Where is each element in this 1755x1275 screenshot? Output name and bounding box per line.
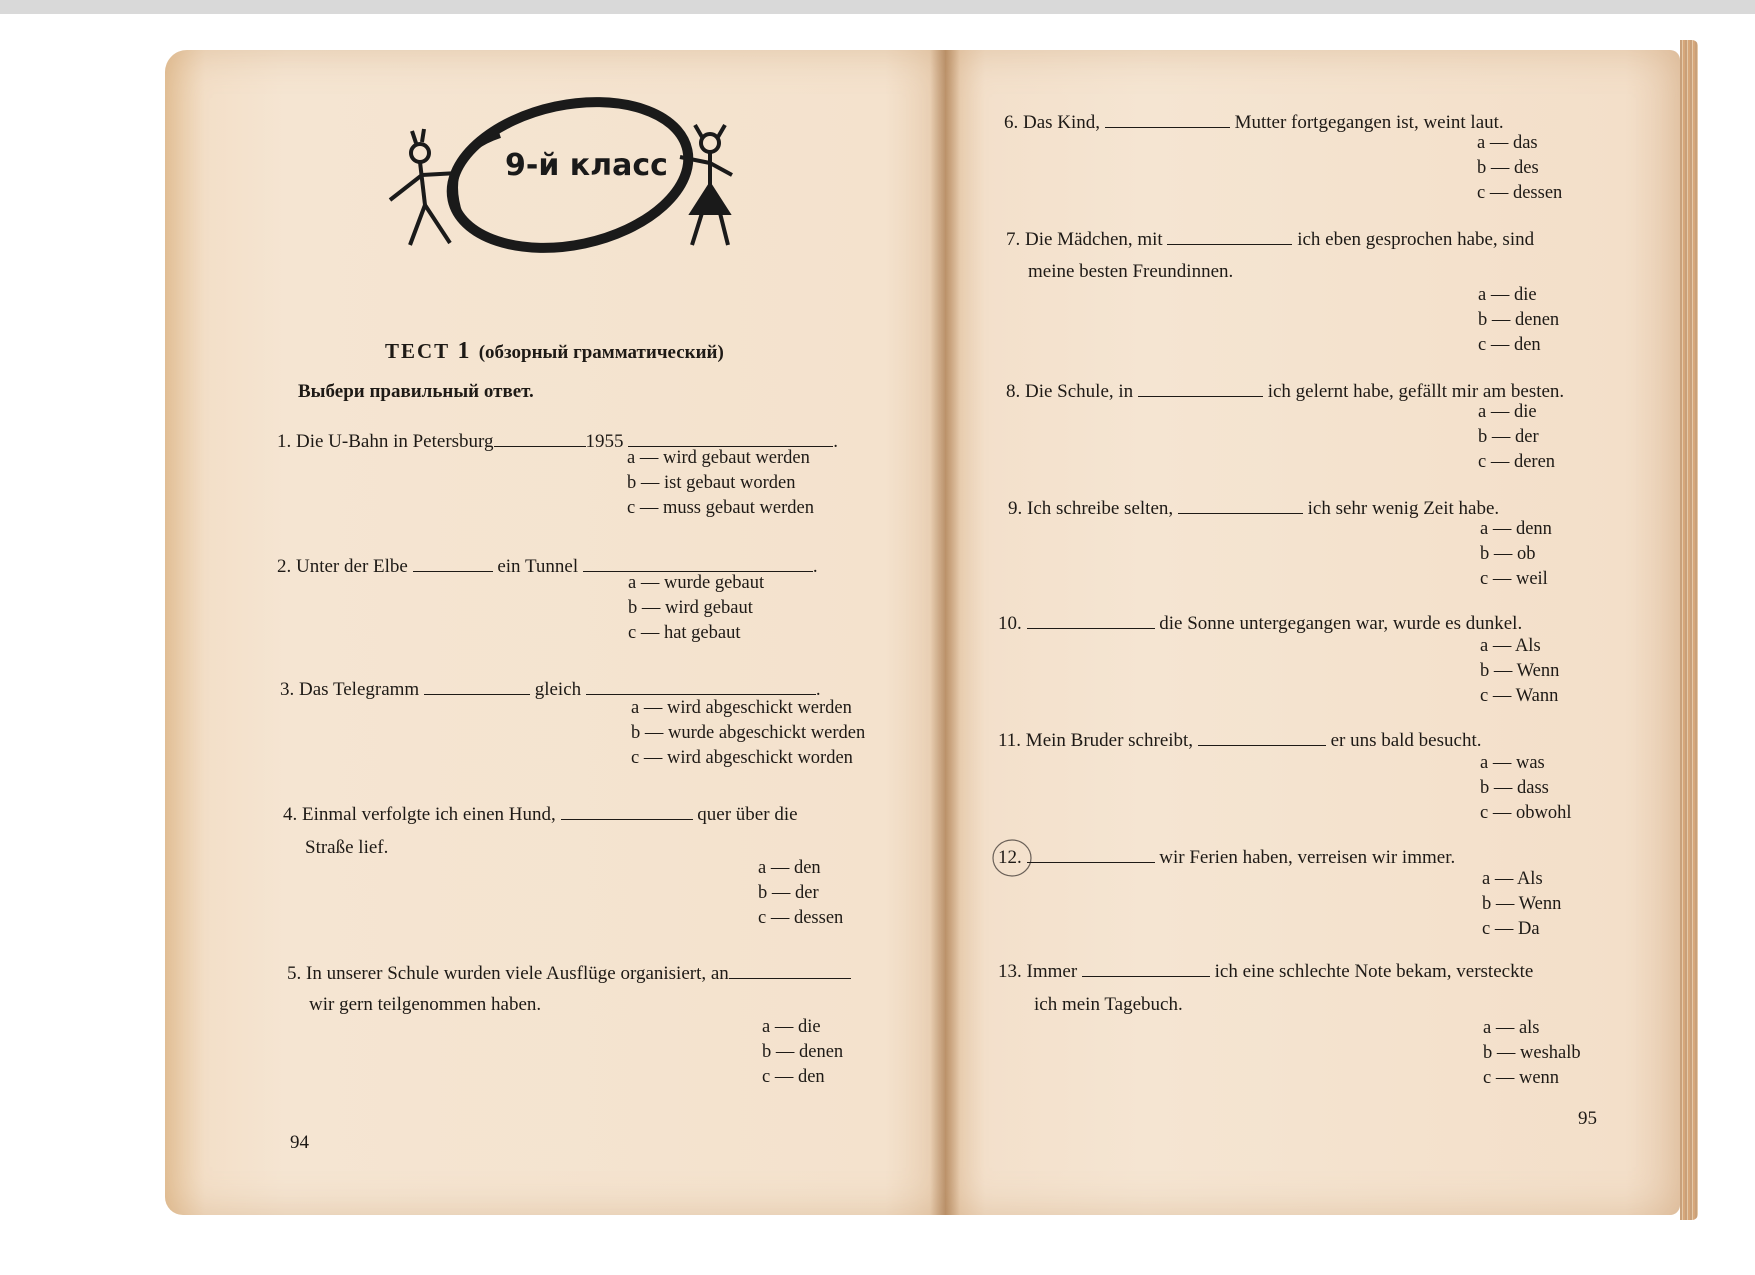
option-c[interactable]: c — weil	[1480, 569, 1548, 589]
question-number: 11.	[998, 730, 1022, 751]
page-edges	[1680, 40, 1698, 1220]
question-number: 6.	[1004, 112, 1019, 133]
option-c[interactable]: c — wenn	[1483, 1068, 1560, 1088]
question-number: 4.	[283, 804, 298, 825]
question-text: ich gelernt habe, gefällt mir am besten.	[1267, 381, 1565, 402]
answer-blank[interactable]	[1027, 612, 1155, 629]
question-12	[998, 846, 1455, 867]
page-number-left: 94	[290, 1132, 309, 1153]
option-b[interactable]: b — ob	[1480, 544, 1536, 564]
option-a[interactable]: a — was	[1480, 753, 1545, 773]
option-b[interactable]: b — des	[1477, 158, 1539, 178]
question-text: Das Telegramm	[299, 679, 420, 700]
question-number: 5.	[287, 963, 302, 984]
option-a[interactable]: a — die	[1478, 402, 1537, 422]
option-b[interactable]: b — ist gebaut worden	[627, 473, 796, 493]
question-text: Immer	[1026, 961, 1078, 982]
option-c[interactable]: c — den	[1478, 335, 1541, 355]
question-13	[998, 960, 1533, 981]
answer-blank[interactable]	[1082, 960, 1210, 977]
option-b[interactable]: b — wird gebaut	[628, 598, 753, 618]
question-5	[287, 962, 851, 983]
question-text: Die U-Bahn in Petersburg	[296, 431, 494, 452]
question-number: 10.	[998, 613, 1022, 634]
question-text: die Sonne untergegangen war, wurde es dunkel.	[1159, 613, 1523, 634]
page-number-right: 95	[1578, 1108, 1597, 1129]
book-gutter	[930, 50, 960, 1215]
answer-blank[interactable]	[1167, 228, 1292, 245]
question-text: ich sehr wenig Zeit habe.	[1307, 498, 1500, 519]
question-text: 1955	[585, 431, 624, 452]
question-text: ich eben gesprochen habe, sind	[1297, 229, 1535, 250]
question-text: .	[815, 679, 821, 700]
answer-blank[interactable]	[1178, 497, 1303, 514]
option-a[interactable]: a — das	[1477, 133, 1538, 153]
question-text: Mutter fortgegangen ist, weint laut.	[1234, 112, 1504, 133]
answer-blank[interactable]	[628, 430, 833, 447]
question-number: 8.	[1006, 381, 1021, 402]
test-title-word: ТЕСТ	[385, 339, 451, 363]
question-4	[283, 803, 798, 824]
question-text: wir Ferien haben, verreisen wir immer.	[1159, 847, 1456, 868]
option-a[interactable]: a — die	[1478, 285, 1537, 305]
option-b[interactable]: b — denen	[762, 1042, 844, 1062]
question-number: 13.	[998, 961, 1022, 982]
option-b[interactable]: b — denen	[1478, 310, 1560, 330]
option-a[interactable]: a — wird gebaut werden	[627, 448, 810, 468]
question-text: Ich schreibe selten,	[1027, 498, 1174, 519]
answer-blank[interactable]	[494, 430, 586, 447]
question-6	[1004, 111, 1504, 132]
question-number: 9.	[1008, 498, 1023, 519]
question-text: ich eine schlechte Note bekam, versteckte	[1214, 961, 1534, 982]
option-c[interactable]: c — Da	[1482, 919, 1540, 939]
question-text: Die Mädchen, mit	[1025, 229, 1163, 250]
question-7-line-2: meine besten Freundinnen.	[1028, 261, 1234, 282]
instruction: Выбери правильный ответ.	[298, 381, 534, 402]
question-4-line-2: Straße lief.	[305, 837, 389, 858]
question-number: 3.	[280, 679, 295, 700]
answer-blank[interactable]	[586, 678, 816, 695]
test-number: 1	[457, 338, 472, 364]
question-text: Das Kind,	[1023, 112, 1101, 133]
scan-top-shade	[0, 0, 1755, 14]
question-3	[280, 678, 821, 699]
question-text: .	[833, 431, 839, 452]
answer-blank[interactable]	[424, 678, 530, 695]
question-number: 7.	[1006, 229, 1021, 250]
option-c[interactable]: c — muss gebaut werden	[627, 498, 815, 518]
answer-blank[interactable]	[1105, 111, 1230, 128]
option-b[interactable]: b — weshalb	[1483, 1043, 1581, 1063]
question-13-line-2: ich mein Tagebuch.	[1034, 994, 1183, 1015]
question-11	[998, 729, 1481, 750]
option-a[interactable]: a — wurde gebaut	[628, 573, 765, 593]
question-text: In unserer Schule wurden viele Ausflüge organisiert, an	[306, 963, 729, 984]
question-text: Unter der Elbe	[296, 556, 408, 577]
answer-blank[interactable]	[1138, 380, 1263, 397]
answer-blank[interactable]	[1198, 729, 1326, 746]
option-c[interactable]: c — obwohl	[1480, 803, 1572, 823]
option-a[interactable]: a — denn	[1480, 519, 1552, 539]
option-a[interactable]: a — als	[1483, 1018, 1540, 1038]
question-5-line-2: wir gern teilgenommen haben.	[309, 994, 542, 1015]
question-9	[1008, 497, 1499, 518]
answer-blank[interactable]	[583, 555, 813, 572]
test-title	[385, 338, 724, 365]
option-a[interactable]: a — Als	[1482, 869, 1543, 889]
option-c[interactable]: c — den	[762, 1067, 825, 1087]
option-c[interactable]: c — hat gebaut	[628, 623, 741, 643]
question-number: 2.	[277, 556, 292, 577]
logo-text: 9-й класс	[505, 148, 668, 183]
option-a[interactable]: a — die	[762, 1017, 821, 1037]
question-text: quer über die	[697, 804, 798, 825]
question-text: er uns bald besucht.	[1330, 730, 1482, 751]
answer-blank[interactable]	[413, 555, 493, 572]
answer-blank[interactable]	[561, 803, 693, 820]
test-subtitle: (обзорный грамматический)	[478, 342, 724, 363]
question-7	[1006, 228, 1534, 249]
question-number: 12.	[998, 847, 1022, 868]
option-c[interactable]: c — deren	[1478, 452, 1556, 472]
option-c[interactable]: c — dessen	[1477, 183, 1563, 203]
class-logo-illustration	[380, 95, 740, 285]
question-text: Einmal verfolgte ich einen Hund,	[302, 804, 556, 825]
question-text: .	[812, 556, 818, 577]
option-a[interactable]: a — Als	[1480, 636, 1541, 656]
question-10	[998, 612, 1522, 633]
question-text: ein Tunnel	[497, 556, 579, 577]
question-text: Die Schule, in	[1025, 381, 1134, 402]
question-text: gleich	[534, 679, 582, 700]
question-number: 1.	[277, 431, 292, 452]
answer-blank[interactable]	[729, 962, 851, 979]
option-b[interactable]: b — Wenn	[1480, 661, 1560, 681]
option-b[interactable]: b — der	[758, 883, 819, 903]
option-b[interactable]: b — der	[1478, 427, 1539, 447]
answer-blank[interactable]	[1027, 846, 1155, 863]
option-a[interactable]: a — wird abgeschickt werden	[631, 698, 852, 718]
option-b[interactable]: b — dass	[1480, 778, 1549, 798]
option-c[interactable]: c — dessen	[758, 908, 844, 928]
option-c[interactable]: c — wird abgeschickt worden	[631, 748, 853, 768]
option-b[interactable]: b — wurde abgeschickt werden	[631, 723, 866, 743]
question-text: Mein Bruder schreibt,	[1025, 730, 1194, 751]
option-c[interactable]: c — Wann	[1480, 686, 1559, 706]
option-b[interactable]: b — Wenn	[1482, 894, 1562, 914]
question-8	[1006, 380, 1564, 401]
option-a[interactable]: a — den	[758, 858, 821, 878]
